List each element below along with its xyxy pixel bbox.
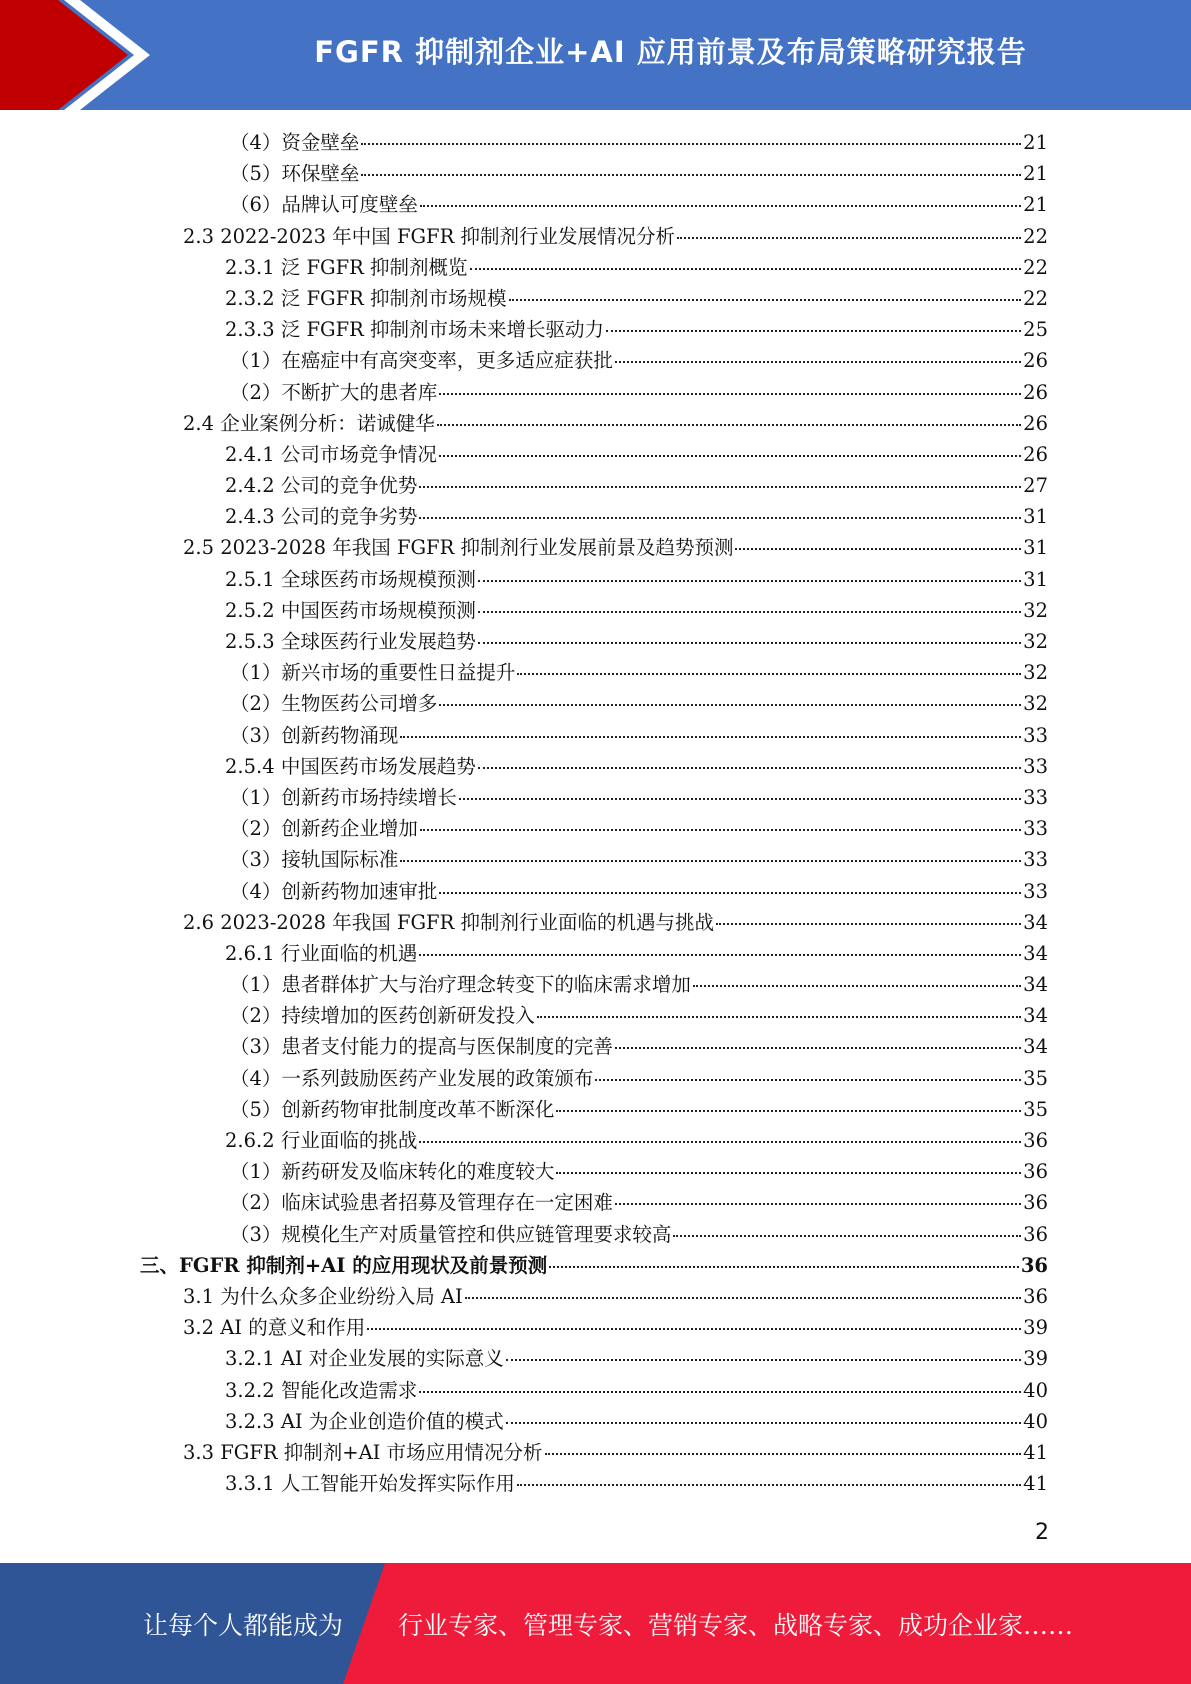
toc-entry[interactable] bbox=[140, 751, 1048, 782]
toc-entry-page: 41 bbox=[1023, 1440, 1048, 1464]
toc-entry[interactable] bbox=[140, 1468, 1048, 1499]
toc-entry[interactable] bbox=[140, 127, 1048, 158]
toc-leader-dots bbox=[420, 205, 1021, 207]
toc-entry-page: 26 bbox=[1023, 442, 1048, 466]
toc-leader-dots bbox=[735, 548, 1021, 550]
toc-entry[interactable] bbox=[140, 844, 1048, 875]
toc-entry-label: 2.5.2 中国医药市场规模预测 bbox=[225, 598, 476, 622]
toc-leader-dots bbox=[419, 486, 1021, 488]
toc-leader-dots bbox=[439, 704, 1021, 706]
toc-leader-dots bbox=[478, 642, 1021, 644]
toc-entry[interactable] bbox=[140, 1031, 1048, 1062]
toc-leader-dots bbox=[478, 767, 1021, 769]
toc-leader-dots bbox=[606, 330, 1021, 332]
toc-entry-page: 33 bbox=[1023, 754, 1048, 778]
toc-entry-page: 31 bbox=[1023, 567, 1048, 591]
toc-entry-page: 33 bbox=[1023, 817, 1048, 841]
toc-leader-dots bbox=[615, 1203, 1021, 1205]
toc-entry-label: （2）生物医药公司增多 bbox=[230, 692, 438, 716]
toc-leader-dots bbox=[465, 1297, 1021, 1299]
toc-entry-label: （4）资金壁垒 bbox=[230, 131, 360, 154]
toc-entry[interactable] bbox=[140, 1063, 1048, 1094]
footer-slogan-right: 行业专家、管理专家、营销专家、战略专家、成功企业家…… bbox=[398, 1610, 1074, 1640]
toc-entry-label: 2.6.1 行业面临的机遇 bbox=[225, 941, 418, 965]
toc-entry-label: 3.1 为什么众多企业纷纷入局 AI bbox=[183, 1284, 463, 1308]
toc-entry[interactable] bbox=[140, 782, 1048, 813]
toc-entry-label: 3.2 AI 的意义和作用 bbox=[183, 1316, 366, 1340]
toc-entry[interactable] bbox=[140, 938, 1048, 969]
toc-leader-dots bbox=[595, 1079, 1021, 1081]
toc-entry[interactable] bbox=[140, 158, 1048, 189]
toc-entry[interactable] bbox=[140, 439, 1048, 470]
toc-leader-dots bbox=[478, 611, 1021, 613]
toc-entry-label: （1）创新药市场持续增长 bbox=[230, 785, 457, 809]
toc-entry-page: 36 bbox=[1023, 1284, 1048, 1308]
toc-entry-label: 2.5.3 全球医药行业发展趋势 bbox=[225, 630, 476, 653]
toc-leader-dots bbox=[420, 829, 1021, 831]
toc-leader-dots bbox=[693, 985, 1021, 987]
toc-entry-label: （3）接轨国际标准 bbox=[230, 848, 399, 872]
toc-leader-dots bbox=[419, 1391, 1021, 1393]
toc-entry-label: 3.3.1 人工智能开始发挥实际作用 bbox=[225, 1472, 515, 1496]
toc-entry-label: 三、FGFR 抑制剂+AI 的应用现状及前景预测 bbox=[140, 1253, 548, 1277]
toc-entry[interactable] bbox=[140, 720, 1048, 751]
toc-entry-page: 39 bbox=[1023, 1316, 1048, 1340]
toc-entry-page: 31 bbox=[1023, 505, 1048, 529]
toc-entry-label: （1）新药研发及临床转化的难度较大 bbox=[230, 1160, 555, 1184]
toc-entry[interactable] bbox=[140, 657, 1048, 688]
toc-leader-dots bbox=[537, 1016, 1021, 1018]
toc-entry[interactable] bbox=[140, 595, 1048, 626]
toc-entry-page: 32 bbox=[1023, 661, 1048, 685]
toc-entry-page: 40 bbox=[1023, 1409, 1048, 1433]
toc-entry-page: 33 bbox=[1023, 723, 1048, 747]
toc-entry-label: 2.4 企业案例分析：诺诚健华 bbox=[183, 411, 435, 435]
toc-entry-label: 2.4.3 公司的竞争劣势 bbox=[225, 505, 418, 529]
toc-entry[interactable] bbox=[140, 377, 1048, 408]
toc-leader-dots bbox=[677, 237, 1021, 239]
toc-entry[interactable] bbox=[140, 1000, 1048, 1031]
toc-entry-page: 34 bbox=[1023, 1035, 1048, 1059]
toc-leader-dots bbox=[419, 1141, 1021, 1143]
toc-leader-dots bbox=[549, 1266, 1019, 1268]
toc-leader-dots bbox=[400, 860, 1021, 862]
toc-entry-label: （1）患者群体扩大与治疗理念转变下的临床需求增加 bbox=[230, 973, 691, 997]
toc-entry[interactable] bbox=[140, 283, 1048, 314]
toc-entry[interactable] bbox=[140, 408, 1048, 439]
footer-slogan-left: 让每个人都能成为 bbox=[143, 1610, 344, 1640]
toc-leader-dots bbox=[615, 361, 1021, 363]
toc-entry-label: 2.6.2 行业面临的挑战 bbox=[225, 1129, 418, 1152]
toc-leader-dots bbox=[361, 174, 1021, 176]
toc-entry-label: 2.3.1 泛 FGFR 抑制剂概览 bbox=[225, 255, 468, 279]
toc-entry-page: 40 bbox=[1023, 1378, 1048, 1402]
toc-entry-page: 34 bbox=[1023, 1004, 1048, 1028]
toc-entry-label: （5）环保壁垒 bbox=[230, 162, 360, 186]
toc-entry-label: 2.3 2022-2023 年中国 FGFR 抑制剂行业发展情况分析 bbox=[183, 224, 675, 248]
toc-entry[interactable] bbox=[140, 252, 1048, 283]
toc-entry-page: 35 bbox=[1023, 1066, 1048, 1090]
toc-entry[interactable] bbox=[140, 1156, 1048, 1187]
toc-entry-label: （3）规模化生产对质量管控和供应链管理要求较高 bbox=[230, 1222, 672, 1246]
toc-entry-page: 26 bbox=[1023, 411, 1048, 435]
toc-leader-dots bbox=[506, 1359, 1021, 1361]
toc-entry-label: （3）创新药物涌现 bbox=[230, 723, 399, 747]
toc-entry-label: 3.2.2 智能化改造需求 bbox=[225, 1378, 418, 1402]
toc-leader-dots bbox=[509, 299, 1022, 301]
toc-entry-label: （6）品牌认可度壁垒 bbox=[230, 193, 418, 217]
toc-entry-label: （2）持续增加的医药创新研发投入 bbox=[230, 1004, 535, 1028]
toc-entry[interactable] bbox=[140, 688, 1048, 719]
toc-entry[interactable] bbox=[140, 532, 1048, 563]
toc-entry-page: 21 bbox=[1023, 162, 1048, 186]
toc-entry-label: 3.3 FGFR 抑制剂+AI 市场应用情况分析 bbox=[183, 1440, 543, 1464]
toc-leader-dots bbox=[439, 393, 1021, 395]
page-footer bbox=[0, 1563, 1191, 1684]
toc-leader-dots bbox=[400, 736, 1021, 738]
toc-entry[interactable] bbox=[140, 1219, 1048, 1250]
toc-entry[interactable] bbox=[140, 969, 1048, 1000]
toc-entry-page: 34 bbox=[1023, 910, 1048, 934]
toc-entry-page: 36 bbox=[1023, 1191, 1048, 1215]
toc-entry-label: 2.3.3 泛 FGFR 抑制剂市场未来增长驱动力 bbox=[225, 318, 605, 342]
toc-entry-label: 3.2.3 AI 为企业创造价值的模式 bbox=[225, 1409, 504, 1433]
toc-entry-page: 33 bbox=[1023, 879, 1048, 903]
page-header bbox=[0, 0, 1191, 110]
toc-leader-dots bbox=[545, 1453, 1022, 1455]
toc-leader-dots bbox=[506, 1422, 1021, 1424]
toc-entry-label: 2.5.4 中国医药市场发展趋势 bbox=[225, 754, 476, 778]
toc-entry[interactable] bbox=[140, 813, 1048, 844]
toc-entry-label: 2.4.2 公司的竞争优势 bbox=[225, 474, 418, 498]
table-of-contents bbox=[140, 127, 1048, 1499]
toc-leader-dots bbox=[615, 1047, 1021, 1049]
toc-leader-dots bbox=[517, 673, 1021, 675]
report-title: FGFR 抑制剂企业+AI 应用前景及布局策略研究报告 bbox=[314, 34, 1027, 69]
toc-entry-label: （4）创新药物加速审批 bbox=[230, 879, 438, 903]
toc-entry[interactable] bbox=[140, 626, 1048, 657]
toc-entry[interactable] bbox=[140, 1094, 1048, 1125]
toc-entry-page: 22 bbox=[1023, 255, 1048, 279]
toc-entry[interactable] bbox=[140, 1406, 1048, 1437]
toc-entry[interactable] bbox=[140, 189, 1048, 220]
toc-leader-dots bbox=[419, 517, 1021, 519]
toc-entry-label: （4）一系列鼓励医药产业发展的政策颁布 bbox=[230, 1066, 594, 1090]
toc-leader-dots bbox=[478, 580, 1021, 582]
toc-entry-page: 34 bbox=[1023, 941, 1048, 965]
toc-entry[interactable] bbox=[140, 564, 1048, 595]
toc-entry-page: 36 bbox=[1023, 1222, 1048, 1246]
toc-leader-dots bbox=[556, 1172, 1021, 1174]
toc-entry-page: 22 bbox=[1023, 286, 1048, 310]
toc-entry[interactable] bbox=[140, 876, 1048, 907]
toc-entry[interactable] bbox=[140, 221, 1048, 252]
toc-entry-page: 36 bbox=[1023, 1129, 1048, 1152]
toc-entry-page: 41 bbox=[1023, 1472, 1048, 1496]
toc-entry-page: 32 bbox=[1023, 630, 1048, 653]
toc-entry[interactable] bbox=[140, 1281, 1048, 1312]
toc-entry[interactable] bbox=[140, 1125, 1048, 1156]
toc-entry-label: 2.3.2 泛 FGFR 抑制剂市场规模 bbox=[225, 286, 507, 310]
toc-leader-dots bbox=[419, 954, 1021, 956]
toc-entry-page: 31 bbox=[1023, 536, 1048, 560]
toc-entry-page: 35 bbox=[1023, 1097, 1048, 1121]
toc-entry-page: 32 bbox=[1023, 692, 1048, 716]
toc-entry-label: 3.2.1 AI 对企业发展的实际意义 bbox=[225, 1347, 504, 1371]
toc-entry-label: （5）创新药物审批制度改革不断深化 bbox=[230, 1097, 555, 1121]
toc-entry-label: （2）不断扩大的患者库 bbox=[230, 380, 438, 404]
toc-entry-page: 26 bbox=[1023, 380, 1048, 404]
toc-entry-page: 36 bbox=[1023, 1160, 1048, 1184]
toc-entry[interactable] bbox=[140, 907, 1048, 938]
toc-entry-page: 34 bbox=[1023, 973, 1048, 997]
toc-leader-dots bbox=[439, 892, 1021, 894]
toc-leader-dots bbox=[470, 268, 1022, 270]
page-number: 2 bbox=[1035, 1520, 1049, 1545]
toc-entry-label: （2）临床试验患者招募及管理存在一定困难 bbox=[230, 1191, 613, 1215]
toc-leader-dots bbox=[439, 455, 1021, 457]
toc-entry-page: 27 bbox=[1023, 474, 1048, 498]
toc-leader-dots bbox=[673, 1235, 1021, 1237]
toc-entry-label: （3）患者支付能力的提高与医保制度的完善 bbox=[230, 1035, 613, 1059]
toc-entry-label: 2.5.1 全球医药市场规模预测 bbox=[225, 567, 476, 591]
toc-entry-label: （2）创新药企业增加 bbox=[230, 817, 418, 841]
toc-entry-page: 22 bbox=[1023, 224, 1048, 248]
toc-entry[interactable] bbox=[140, 314, 1048, 345]
toc-entry-label: 2.4.1 公司市场竞争情况 bbox=[225, 442, 437, 466]
toc-leader-dots bbox=[437, 424, 1021, 426]
toc-entry-page: 21 bbox=[1023, 131, 1048, 154]
toc-entry-page: 39 bbox=[1023, 1347, 1048, 1371]
toc-leader-dots bbox=[716, 923, 1021, 925]
toc-leader-dots bbox=[367, 1328, 1021, 1330]
toc-leader-dots bbox=[517, 1484, 1021, 1486]
toc-entry[interactable] bbox=[140, 1343, 1048, 1374]
toc-entry-page: 33 bbox=[1023, 785, 1048, 809]
toc-leader-dots bbox=[459, 798, 1021, 800]
toc-entry-page: 21 bbox=[1023, 193, 1048, 217]
toc-entry[interactable] bbox=[140, 470, 1048, 501]
toc-entry[interactable] bbox=[140, 1437, 1048, 1468]
toc-entry[interactable] bbox=[140, 501, 1048, 532]
toc-entry[interactable] bbox=[140, 1187, 1048, 1218]
toc-entry-page: 33 bbox=[1023, 848, 1048, 872]
toc-leader-dots bbox=[361, 143, 1021, 145]
toc-entry-page: 26 bbox=[1023, 349, 1048, 373]
toc-entry-label: （1）在癌症中有高突变率，更多适应症获批 bbox=[230, 349, 613, 373]
toc-entry-page: 25 bbox=[1023, 318, 1048, 342]
toc-leader-dots bbox=[556, 1110, 1021, 1112]
toc-entry-label: （1）新兴市场的重要性日益提升 bbox=[230, 661, 516, 685]
toc-entry[interactable] bbox=[140, 345, 1048, 376]
toc-entry[interactable] bbox=[140, 1375, 1048, 1406]
toc-entry[interactable] bbox=[140, 1312, 1048, 1343]
toc-entry-page: 32 bbox=[1023, 598, 1048, 622]
toc-entry[interactable] bbox=[140, 1250, 1048, 1281]
toc-entry-label: 2.6 2023-2028 年我国 FGFR 抑制剂行业面临的机遇与挑战 bbox=[183, 910, 714, 934]
toc-entry-page: 36 bbox=[1020, 1253, 1048, 1277]
toc-entry-label: 2.5 2023-2028 年我国 FGFR 抑制剂行业发展前景及趋势预测 bbox=[183, 536, 734, 560]
